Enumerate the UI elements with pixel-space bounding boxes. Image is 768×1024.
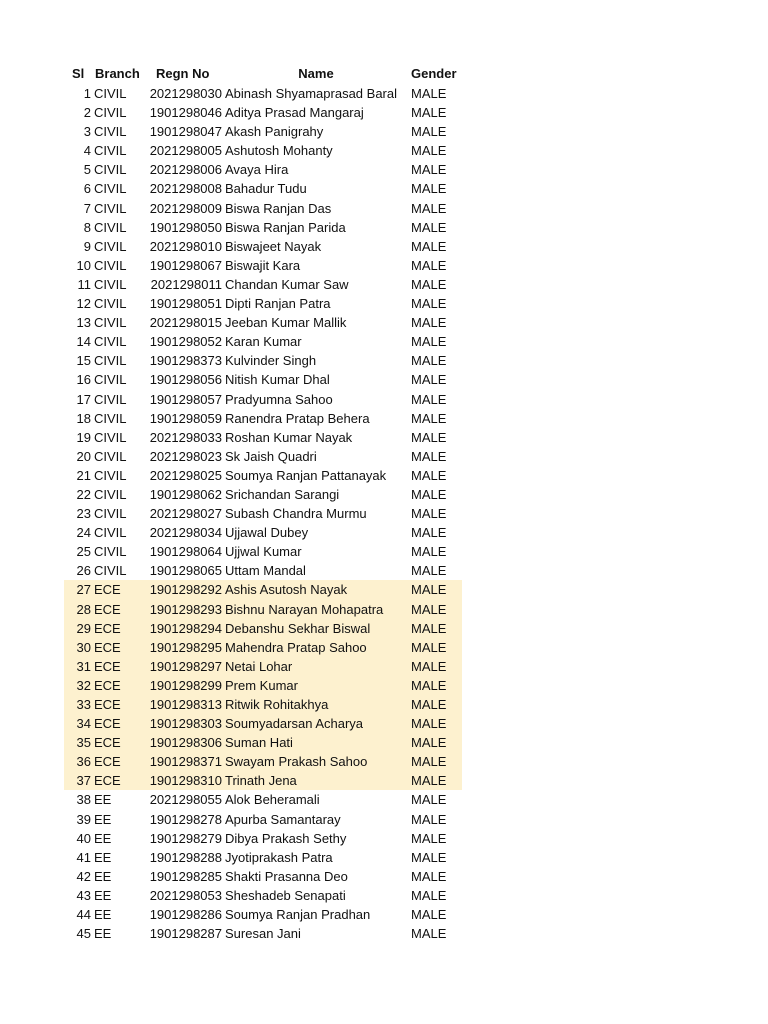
cell-gender: MALE: [411, 563, 447, 579]
header-gender: Gender: [411, 66, 457, 81]
cell-name: Biswajeet Nayak: [225, 238, 322, 254]
cell-sl: 13: [76, 315, 91, 331]
table-row: [64, 103, 462, 122]
cell-name: Sheshadeb Senapati: [225, 887, 346, 903]
cell-sl: 5: [83, 162, 91, 178]
cell-branch: CIVIL: [94, 467, 127, 483]
cell-regn-no: 1901298286: [149, 907, 222, 923]
cell-regn-no: 2021298025: [149, 467, 222, 483]
table-row: [64, 141, 462, 160]
cell-name: Jeeban Kumar Mallik: [225, 315, 347, 331]
table-row: [64, 600, 462, 619]
cell-regn-no: 1901298306: [149, 735, 222, 751]
table-header-row: [64, 64, 462, 84]
cell-branch: CIVIL: [94, 143, 127, 159]
cell-name: Soumya Ranjan Pattanayak: [225, 467, 387, 483]
cell-regn-no: 1901298373: [149, 353, 222, 369]
cell-regn-no: 1901298279: [149, 830, 222, 846]
cell-regn-no: 1901298294: [149, 620, 222, 636]
cell-regn-no: 1901298292: [149, 582, 222, 598]
cell-name: Chandan Kumar Saw: [225, 276, 349, 292]
cell-branch: CIVIL: [94, 257, 127, 273]
cell-sl: 26: [76, 563, 91, 579]
table-row: [64, 523, 462, 542]
cell-gender: MALE: [411, 296, 447, 312]
cell-regn-no: 1901298050: [149, 219, 222, 235]
cell-name: Dibya Prakash Sethy: [225, 830, 347, 846]
cell-regn-no: 2021298006: [149, 162, 222, 178]
cell-regn-no: 2021298055: [149, 792, 222, 808]
cell-name: Ashis Asutosh Nayak: [225, 582, 348, 598]
cell-regn-no: 1901298059: [149, 410, 222, 426]
cell-regn-no: 1901298297: [149, 658, 222, 674]
table-row: [64, 657, 462, 676]
cell-name: Shakti Prasanna Deo: [225, 868, 348, 884]
cell-branch: CIVIL: [94, 296, 127, 312]
table-row: [64, 924, 462, 943]
cell-branch: ECE: [94, 716, 121, 732]
table-row: [64, 351, 462, 370]
cell-name: Mahendra Pratap Sahoo: [225, 639, 367, 655]
cell-sl: 14: [76, 334, 91, 350]
cell-branch: ECE: [94, 658, 121, 674]
cell-sl: 37: [76, 773, 91, 789]
cell-branch: CIVIL: [94, 238, 127, 254]
cell-sl: 21: [76, 467, 91, 483]
cell-gender: MALE: [411, 162, 447, 178]
cell-gender: MALE: [411, 639, 447, 655]
cell-name: Suman Hati: [225, 735, 293, 751]
cell-regn-no: 1901298303: [149, 716, 222, 732]
cell-sl: 4: [83, 143, 91, 159]
cell-gender: MALE: [411, 372, 447, 388]
cell-name: Bishnu Narayan Mohapatra: [225, 601, 384, 617]
cell-gender: MALE: [411, 506, 447, 522]
table-row: [64, 370, 462, 389]
cell-gender: MALE: [411, 658, 447, 674]
cell-branch: EE: [94, 907, 112, 923]
cell-name: Suresan Jani: [225, 926, 301, 942]
cell-branch: CIVIL: [94, 162, 127, 178]
cell-name: Pradyumna Sahoo: [225, 391, 333, 407]
cell-regn-no: 1901298046: [149, 105, 222, 121]
cell-gender: MALE: [411, 620, 447, 636]
table-row: [64, 428, 462, 447]
cell-branch: CIVIL: [94, 563, 127, 579]
table-row: [64, 771, 462, 790]
cell-gender: MALE: [411, 735, 447, 751]
table-body: [64, 84, 462, 943]
cell-gender: MALE: [411, 887, 447, 903]
header-branch: Branch: [95, 66, 140, 81]
cell-sl: 24: [76, 525, 91, 541]
cell-sl: 2: [83, 105, 91, 121]
cell-gender: MALE: [411, 868, 447, 884]
cell-sl: 38: [76, 792, 91, 808]
cell-name: Biswa Ranjan Das: [225, 200, 332, 216]
cell-gender: MALE: [411, 200, 447, 216]
cell-sl: 23: [76, 506, 91, 522]
cell-sl: 15: [76, 353, 91, 369]
cell-gender: MALE: [411, 677, 447, 693]
table-row: [64, 466, 462, 485]
cell-name: Ujjwal Kumar: [225, 544, 302, 560]
cell-branch: ECE: [94, 677, 121, 693]
cell-branch: CIVIL: [94, 410, 127, 426]
cell-gender: MALE: [411, 353, 447, 369]
cell-name: Apurba Samantaray: [225, 811, 341, 827]
cell-name: Dipti Ranjan Patra: [225, 296, 331, 312]
cell-regn-no: 2021298009: [149, 200, 222, 216]
cell-gender: MALE: [411, 697, 447, 712]
cell-sl: 36: [76, 754, 91, 770]
cell-branch: EE: [94, 868, 112, 884]
cell-gender: MALE: [411, 544, 447, 560]
cell-gender: MALE: [411, 429, 447, 445]
cell-name: Ashutosh Mohanty: [225, 143, 333, 159]
cell-gender: MALE: [411, 849, 447, 865]
cell-regn-no: 2021298008: [149, 181, 222, 197]
cell-name: Subash Chandra Murmu: [225, 506, 367, 522]
cell-regn-no: 2021298010: [149, 238, 222, 254]
cell-gender: MALE: [411, 219, 447, 235]
cell-gender: MALE: [411, 907, 447, 923]
cell-name: Ujjawal Dubey: [225, 525, 309, 541]
cell-sl: 16: [76, 372, 91, 388]
cell-regn-no: 1901298299: [149, 677, 222, 693]
cell-regn-no: 1901298313: [149, 697, 222, 712]
cell-branch: CIVIL: [94, 506, 127, 522]
cell-sl: 3: [83, 124, 91, 140]
cell-regn-no: 1901298310: [149, 773, 222, 789]
cell-name: Avaya Hira: [225, 162, 289, 178]
cell-regn-no: 1901298288: [149, 849, 222, 865]
cell-name: Jyotiprakash Patra: [225, 849, 333, 865]
cell-branch: CIVIL: [94, 124, 127, 140]
cell-sl: 41: [76, 849, 91, 865]
cell-branch: ECE: [94, 773, 121, 789]
cell-gender: MALE: [411, 257, 447, 273]
cell-sl: 9: [83, 238, 91, 254]
cell-name: Trinath Jena: [225, 773, 297, 789]
cell-branch: ECE: [94, 697, 121, 712]
cell-branch: CIVIL: [94, 276, 127, 292]
cell-sl: 19: [76, 429, 91, 445]
cell-name: Biswajit Kara: [225, 257, 301, 273]
cell-name: Karan Kumar: [225, 334, 302, 350]
cell-gender: MALE: [411, 467, 447, 483]
cell-sl: 11: [77, 276, 91, 292]
cell-regn-no: 1901298057: [149, 391, 222, 407]
cell-branch: CIVIL: [94, 86, 127, 101]
cell-gender: MALE: [411, 792, 447, 808]
table-row: [64, 199, 462, 218]
cell-gender: MALE: [411, 830, 447, 846]
cell-branch: CIVIL: [94, 334, 127, 350]
cell-branch: ECE: [94, 754, 121, 770]
header-sl: Sl: [72, 66, 85, 81]
cell-gender: MALE: [411, 773, 447, 789]
cell-regn-no: 2021298023: [149, 448, 222, 464]
table-row: [64, 542, 462, 561]
cell-sl: 12: [76, 296, 91, 312]
cell-name: Swayam Prakash Sahoo: [225, 754, 368, 770]
cell-gender: MALE: [411, 181, 447, 197]
cell-name: Bahadur Tudu: [225, 181, 307, 197]
table-row: [64, 829, 462, 848]
cell-regn-no: 2021298011: [150, 276, 222, 292]
cell-gender: MALE: [411, 486, 447, 502]
cell-gender: MALE: [411, 315, 447, 331]
cell-name: Kulvinder Singh: [225, 353, 317, 369]
cell-sl: 8: [83, 219, 91, 235]
header-name: Name: [298, 66, 334, 81]
table-row: [64, 390, 462, 409]
cell-regn-no: 2021298027: [149, 506, 222, 522]
cell-gender: MALE: [411, 276, 447, 292]
cell-gender: MALE: [411, 582, 447, 598]
cell-gender: MALE: [411, 754, 447, 770]
cell-sl: 1: [83, 86, 91, 101]
table-row: [64, 905, 462, 924]
cell-sl: 42: [76, 868, 91, 884]
cell-name: Soumyadarsan Acharya: [225, 716, 364, 732]
cell-regn-no: 2021298030: [149, 86, 222, 101]
table-row: [64, 752, 462, 771]
cell-regn-no: 1901298287: [149, 926, 222, 942]
cell-sl: 44: [76, 907, 91, 923]
table-row: [64, 867, 462, 886]
cell-gender: MALE: [411, 525, 447, 541]
cell-gender: MALE: [411, 124, 447, 140]
table-row: [64, 638, 462, 657]
table-row: [64, 695, 462, 714]
cell-sl: 28: [76, 601, 91, 617]
cell-regn-no: 1901298047: [149, 124, 222, 140]
cell-name: Debanshu Sekhar Biswal: [225, 620, 371, 636]
table-row: [64, 714, 462, 733]
cell-name: Srichandan Sarangi: [225, 486, 340, 502]
cell-branch: EE: [94, 811, 112, 827]
cell-sl: 39: [76, 811, 91, 827]
cell-regn-no: 2021298005: [149, 143, 222, 159]
table-row: [64, 561, 462, 580]
cell-gender: MALE: [411, 448, 447, 464]
cell-name: Ritwik Rohitakhya: [225, 697, 329, 712]
table-row: [64, 294, 462, 313]
cell-sl: 22: [76, 486, 91, 502]
cell-gender: MALE: [411, 334, 447, 350]
cell-gender: MALE: [411, 86, 447, 101]
cell-regn-no: 1901298062: [149, 486, 222, 502]
table-row: [64, 676, 462, 695]
cell-regn-no: 1901298064: [149, 544, 222, 560]
cell-regn-no: 2021298033: [149, 429, 222, 445]
table-row: [64, 447, 462, 466]
cell-sl: 18: [76, 410, 91, 426]
cell-sl: 25: [76, 544, 91, 560]
cell-gender: MALE: [411, 811, 447, 827]
cell-sl: 32: [76, 677, 91, 693]
table-row: [64, 504, 462, 523]
cell-name: Ranendra Pratap Behera: [225, 410, 370, 426]
table-row: [64, 313, 462, 332]
cell-sl: 34: [76, 716, 91, 732]
cell-sl: 10: [76, 257, 91, 273]
cell-branch: ECE: [94, 735, 121, 751]
cell-gender: MALE: [411, 601, 447, 617]
table-row: [64, 485, 462, 504]
cell-branch: EE: [94, 830, 112, 846]
table-row: [64, 84, 462, 103]
cell-name: Biswa Ranjan Parida: [225, 219, 346, 235]
table-row: [64, 619, 462, 638]
cell-sl: 7: [83, 200, 91, 216]
cell-regn-no: 1901298052: [149, 334, 222, 350]
cell-name: Soumya Ranjan Pradhan: [225, 907, 371, 923]
cell-sl: 35: [76, 735, 91, 751]
cell-name: Sk Jaish Quadri: [225, 448, 317, 464]
table-row: [64, 409, 462, 428]
table-row: [64, 332, 462, 351]
cell-gender: MALE: [411, 926, 447, 942]
cell-branch: ECE: [94, 620, 121, 636]
cell-regn-no: 1901298051: [149, 296, 222, 312]
table-row: [64, 218, 462, 237]
cell-gender: MALE: [411, 410, 447, 426]
cell-branch: ECE: [94, 639, 121, 655]
cell-sl: 17: [76, 391, 91, 407]
cell-regn-no: 2021298053: [149, 887, 222, 903]
cell-branch: EE: [94, 849, 112, 865]
cell-branch: CIVIL: [94, 429, 127, 445]
cell-name: Alok Beheramali: [225, 792, 320, 808]
cell-gender: MALE: [411, 238, 447, 254]
cell-name: Abinash Shyamaprasad Baral: [225, 86, 397, 101]
table-row: [64, 237, 462, 256]
cell-branch: CIVIL: [94, 315, 127, 331]
table-row: [64, 179, 462, 198]
cell-regn-no: 1901298371: [149, 754, 222, 770]
cell-regn-no: 1901298293: [149, 601, 222, 617]
cell-branch: CIVIL: [94, 372, 127, 388]
table-row: [64, 810, 462, 829]
cell-sl: 6: [83, 181, 91, 197]
cell-sl: 27: [76, 582, 91, 598]
cell-name: Uttam Mandal: [225, 563, 306, 579]
cell-regn-no: 1901298295: [149, 639, 222, 655]
cell-name: Nitish Kumar Dhal: [225, 372, 330, 388]
cell-regn-no: 1901298067: [149, 257, 222, 273]
cell-name: Prem Kumar: [225, 677, 298, 693]
cell-gender: MALE: [411, 391, 447, 407]
cell-sl: 45: [76, 926, 91, 942]
cell-regn-no: 2021298015: [149, 315, 222, 331]
cell-regn-no: 2021298034: [149, 525, 222, 541]
cell-gender: MALE: [411, 716, 447, 732]
cell-branch: CIVIL: [94, 181, 127, 197]
cell-sl: 40: [76, 830, 91, 846]
table-row: [64, 580, 462, 599]
cell-branch: CIVIL: [94, 486, 127, 502]
table-row: [64, 160, 462, 179]
table-row: [64, 886, 462, 905]
cell-branch: CIVIL: [94, 391, 127, 407]
cell-regn-no: 1901298278: [149, 811, 222, 827]
cell-gender: MALE: [411, 143, 447, 159]
cell-branch: EE: [94, 887, 112, 903]
cell-name: Aditya Prasad Mangaraj: [225, 105, 364, 121]
cell-branch: EE: [94, 792, 112, 808]
cell-sl: 31: [76, 658, 91, 674]
table-row: [64, 790, 462, 809]
cell-name: Roshan Kumar Nayak: [225, 429, 353, 445]
table-row: [64, 848, 462, 867]
cell-branch: ECE: [94, 601, 121, 617]
student-table: [64, 64, 462, 943]
cell-branch: CIVIL: [94, 525, 127, 541]
cell-branch: CIVIL: [94, 544, 127, 560]
cell-branch: CIVIL: [94, 200, 127, 216]
cell-sl: 20: [76, 448, 91, 464]
cell-name: Akash Panigrahy: [225, 124, 324, 140]
table-row: [64, 733, 462, 752]
cell-gender: MALE: [411, 105, 447, 121]
cell-name: Netai Lohar: [225, 658, 293, 674]
cell-branch: CIVIL: [94, 219, 127, 235]
cell-sl: 43: [76, 887, 91, 903]
cell-branch: CIVIL: [94, 353, 127, 369]
table-row: [64, 256, 462, 275]
cell-regn-no: 1901298056: [149, 372, 222, 388]
table-row: [64, 122, 462, 141]
cell-branch: CIVIL: [94, 448, 127, 464]
cell-branch: ECE: [94, 582, 121, 598]
header-regn-no: Regn No: [156, 66, 210, 81]
cell-regn-no: 1901298285: [149, 868, 222, 884]
cell-sl: 29: [76, 620, 91, 636]
cell-sl: 33: [76, 697, 91, 712]
cell-branch: EE: [94, 926, 112, 942]
cell-branch: CIVIL: [94, 105, 127, 121]
cell-sl: 30: [76, 639, 91, 655]
cell-regn-no: 1901298065: [149, 563, 222, 579]
table-row: [64, 275, 462, 294]
